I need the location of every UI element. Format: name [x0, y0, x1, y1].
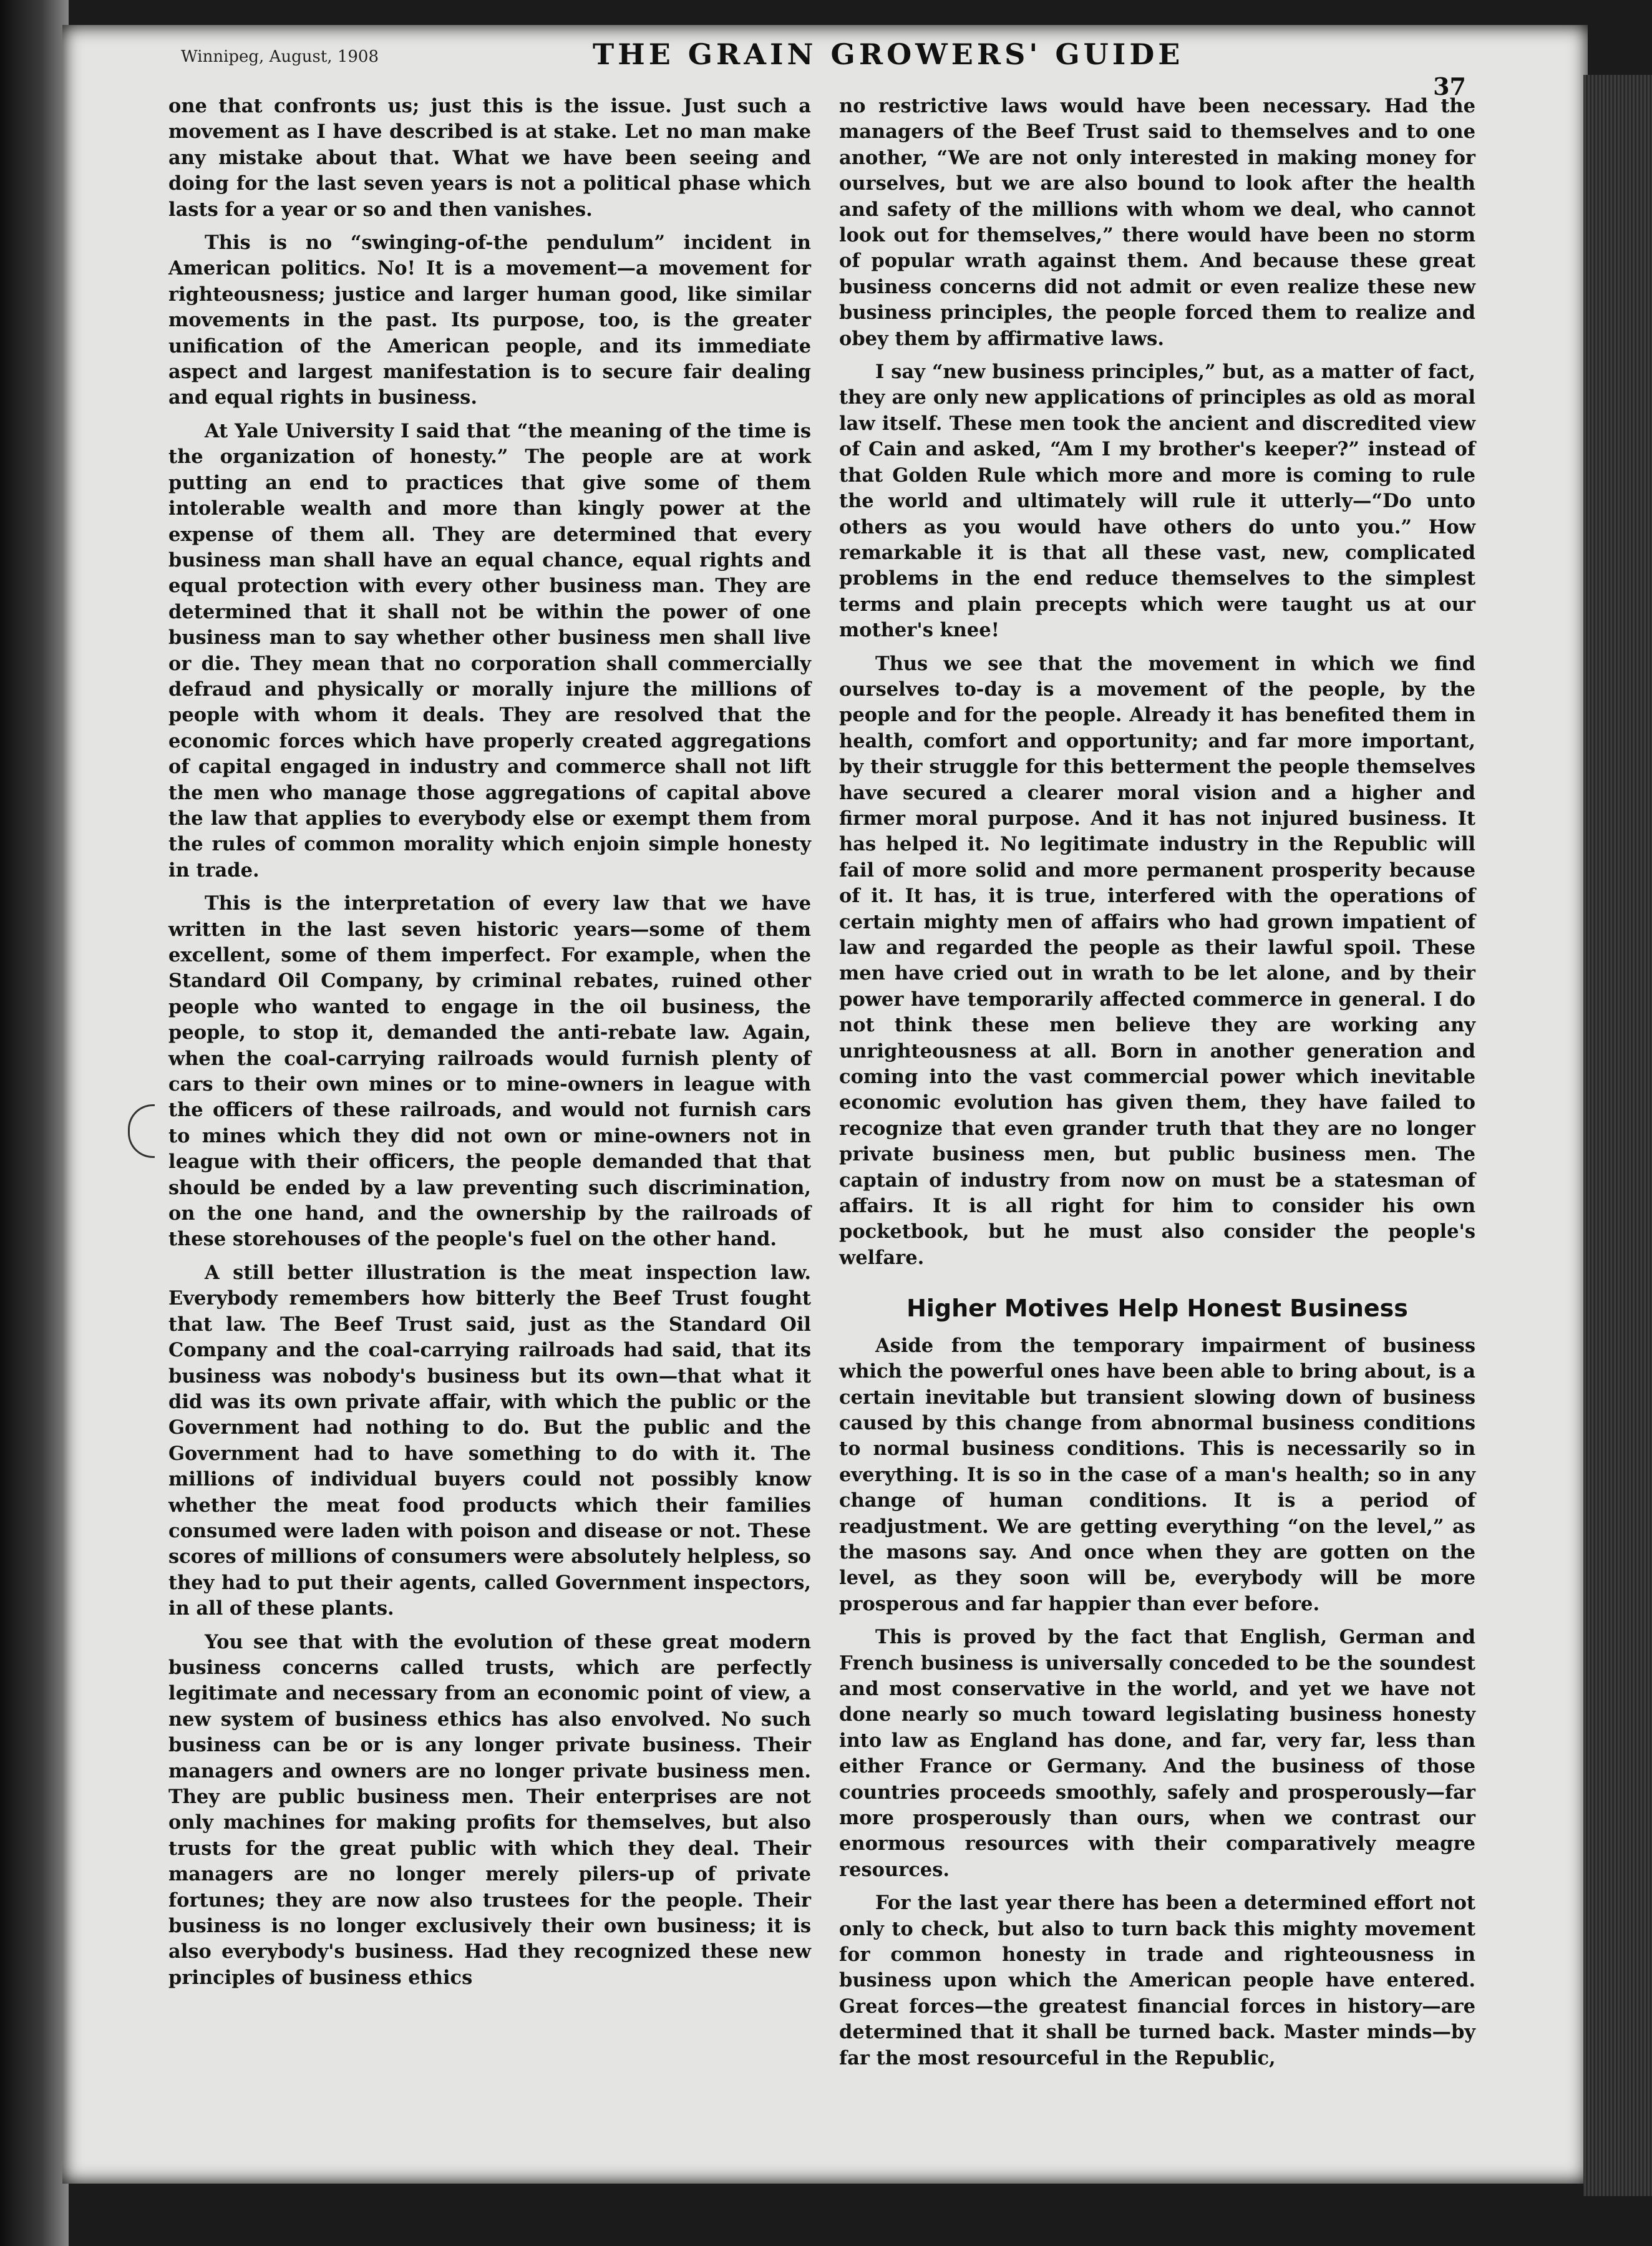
paragraph: no restrictive laws would have been necessary. Had the managers of the Beef Trust said to themselves and to one another, “We are not only interested in making money for ourselves, but we are also bound to look after the health and safety of the millions with whom we deal, who cannot look out for themselves,” there would have been no storm of popular wrath against them. And because these great business concerns did not admit or even realize these new business principles, the people forced them to realize and obey them by affirmative laws.	[839, 95, 1475, 350]
page-number: 37	[1433, 72, 1466, 100]
paragraph: This is the interpretation of every law that we have written in the last seven historic years—some of them excellent, some of them imperfect. For example, when the Standard Oil Company, by criminal rebates, ruined other people who wanted to engage in the oil business, the people, to stop it, demanded the anti-rebate law. Again, when the coal-carrying railroads would furnish plenty of cars to their own mines or to mine-owners in league with the officers of these railroads, and would not furnish cars to mines which they did not own or mine-owners not in league with their officers, the people demanded that that should be ended by a law preventing such discrimination, on the one hand, and the ownership by the railroads of these storehouses of the people's fuel on the other hand.	[168, 892, 811, 1251]
section-heading: Higher Motives Help Honest Business	[906, 1295, 1408, 1323]
issue-date: Winnipeg, August, 1908	[181, 47, 379, 66]
masthead-title: THE GRAIN GROWERS' GUIDE	[593, 37, 1184, 71]
paragraph: At Yale University I said that “the meaning of the time is the organization of honesty.” The people are at work putting an end to practices that give some of them intolerable wealth and more than kingly power at the expense of them all. They are determined that every business man shall have an equal chance, equal rights and equal protection with every other business man. They are determined that it shall not be within the power of one business man to say whether other business men shall live or die. They mean that no corporation shall commercially defraud and physically or morally injure the millions of people with whom it deals. They are resolved that the economic forces which have properly created aggregations of capital engaged in industry and commerce shall not lift the men who manage those aggregations of capital above the law that applies to everybody else or exempt them from the rules of common morality which enjoin simple honesty in trade.	[168, 419, 811, 882]
book-binding-right	[1583, 75, 1652, 2196]
book-binding-left	[0, 0, 69, 2246]
paragraph: Aside from the temporary impairment of business which the powerful ones have been able to bring about, is a certain inevitable but transient slowing down of business caused by this change from abnormal business conditions to normal business conditions. This is necessarily so in everything. It is so in the case of a man's health; so in any change of human conditions. It is a period of readjustment. We are getting everything “on the level,” as the masons say. And once when they are gotten on the level, as they soon will be, everybody will be more prosperous and far happier than ever before.	[839, 1334, 1475, 1615]
paragraph: This is no “swinging-of-the pendulum” incident in American politics. No! It is a movement—a movement for righteousness; justice and larger human good, like similar movements in the past. Its purpose, too, is the greater unification of the American people, and its immediate aspect and largest manifestation is to secure fair dealing and equal rights in business.	[168, 231, 811, 409]
paragraph: You see that with the evolution of these great modern business concerns called trusts, which are perfectly legitimate and necessary from an economic point of view, a new system of business ethics has also envolved. No such business can be or is any longer private business. Their managers and owners are no longer private business men. They are public business men. Their enterprises are not only machines for making profits for themselves, but also trusts for the great public with which they deal. Their managers are no longer merely pilers-up of private fortunes; they are now also trustees for the people. Their business is no longer exclusively their own business; it is also everybody's business. Had they recognized these new principles of business ethics	[168, 1630, 811, 1989]
article-column-right	[839, 94, 1475, 2079]
paragraph: I say “new business principles,” but, as a matter of fact, they are only new applications of principles as old as moral law itself. These men took the ancient and discredited view of Cain and asked, “Am I my brother's keeper?” instead of that Golden Rule which more and more is coming to rule the world and ultimately will rule it utterly—“Do unto others as you would have others do unto you.” How remarkable it is that all these vast, new, complicated problems in the end reduce themselves to the simplest terms and plain precepts which were taught us at our mother's knee!	[839, 361, 1475, 642]
paragraph: one that confronts us; just this is the issue. Just such a movement as I have described is at stake. Let no man make any mistake about that. What we have been seeing and doing for the last seven years is not a political phase which lasts for a year or so and then vanishes.	[168, 95, 811, 221]
paragraph: This is proved by the fact that English, German and French business is universally conceded to be the soundest and most conservative in the world, and yet we have not done nearly so much toward legislating business honesty into law as England has done, and far, very far, less than either France or Germany. And the business of those countries proceeds smoothly, safely and prosperously—far more prosperously than ours, when we contrast our enormous resources with their comparatively meagre resources.	[839, 1626, 1475, 1881]
page-header	[94, 37, 1466, 100]
article-column-left	[168, 94, 811, 1998]
paragraph: A still better illustration is the meat inspection law. Everybody remembers how bitterly the Beef Trust fought that law. The Beef Trust said, just as the Standard Oil Company and the coal-carrying railroads had said, that its business was nobody's business but its own—that what it did was its own private affair, with which the public or the Government had nothing to do. But the public and the Government had to have something to do with it. The millions of individual buyers could not possibly know whether the meat food products which their families consumed were laden with poison and disease or not. These scores of millions of consumers were absolutely helpless, so they had to put their agents, called Government inspectors, in all of these plants.	[168, 1261, 811, 1620]
paragraph: For the last year there has been a determined effort not only to check, but also to turn back this mighty movement for common honesty in trade and righteousness in business upon which the American people have entered. Great forces—the greatest financial forces in history—are determined that it shall be turned back. Master minds—by far the most resourceful in the Republic,	[839, 1892, 1475, 2069]
paragraph: Thus we see that the movement in which we find ourselves to-day is a movement of the people, by the people and for the people. Already it has benefited them in health, comfort and opportunity; and far more important, by their struggle for this betterment the people themselves have secured a clearer moral vision and a higher and firmer moral purpose. And it has not injured business. It has helped it. No legitimate industry in the Republic will fail of more solid and more permanent prosperity because of it. It has, it is true, interfered with the operations of certain mighty men of affairs who had grown impatient of law and regarded the people as their lawful spoil. These men have cried out in wrath to be let alone, and by their power have temporarily affected commerce in general. I do not think these men believe they are working any unrighteousness at all. Born in another generation and coming into the vast commercial power which inevitable economic evolution has given them, they have failed to recognize that even grander truth that they are no longer private business men, but public business men. The captain of industry from now on must be a statesman of affairs. It is all right for him to consider his own pocketbook, but he must also consider the people's welfare.	[839, 652, 1475, 1269]
